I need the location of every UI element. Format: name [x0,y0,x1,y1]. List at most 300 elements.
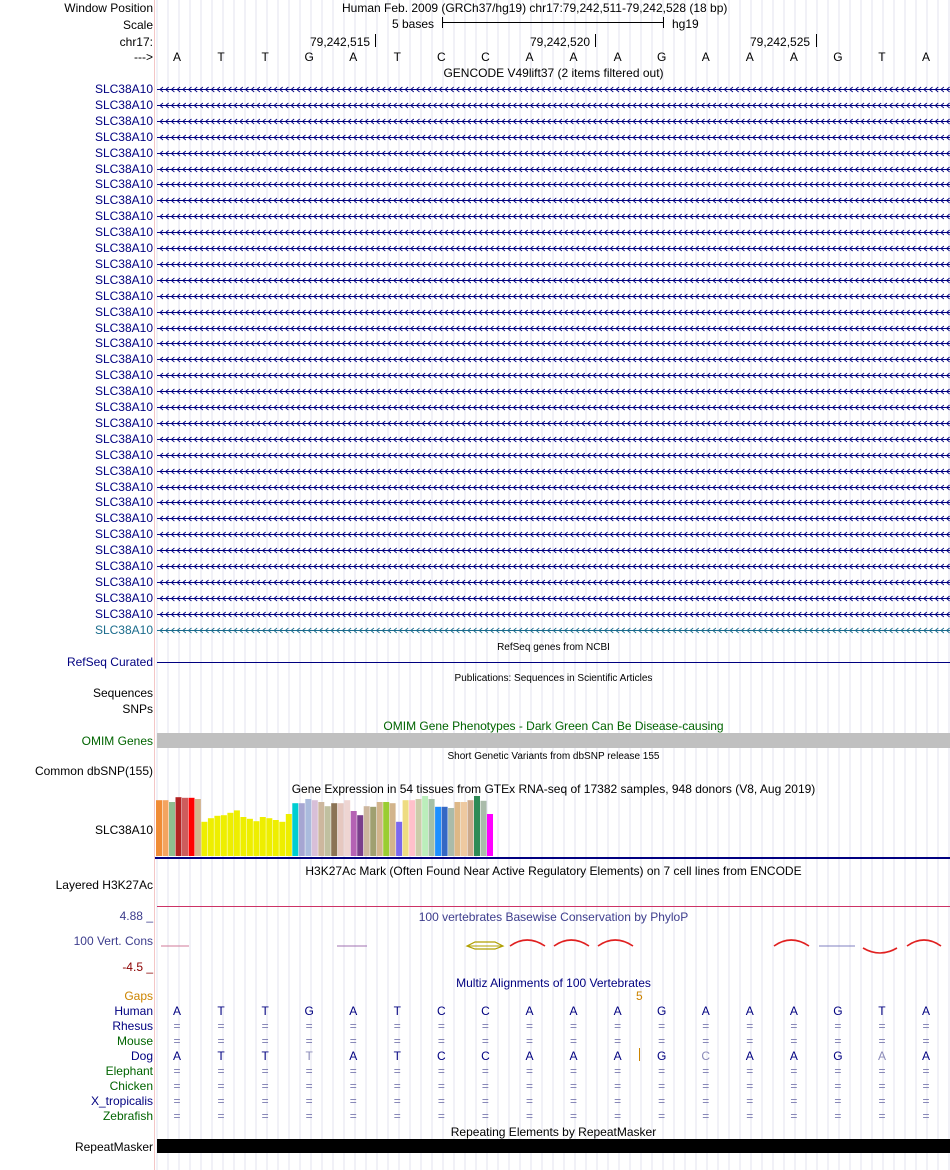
refseq-track-title: RefSeq genes from NCBI [497,642,610,653]
alignment-base: T [261,1049,269,1063]
gencode-gene-label[interactable]: SLC38A10 [94,272,153,287]
alignment-base: = [437,1094,445,1108]
gencode-transcript[interactable] [157,579,950,587]
sequence-base: C [437,50,446,64]
gencode-transcript[interactable] [157,340,950,348]
alignment-base: = [922,1034,930,1048]
gencode-gene-label[interactable]: SLC38A10 [94,320,153,335]
alignment-base: = [746,1079,754,1093]
alignment-base: = [922,1019,930,1033]
gencode-gene-label[interactable]: SLC38A10 [94,479,153,494]
gencode-transcript[interactable] [157,563,950,571]
gtex-tissue-bar[interactable] [357,815,363,856]
gtex-tissue-bar[interactable] [318,802,324,856]
gap-marker [639,1048,640,1061]
alignment-base: = [481,1064,489,1078]
coord-tick-label: 79,242,525 [750,35,811,49]
alignment-base: = [349,1064,357,1078]
gtex-tissue-bar[interactable] [435,807,441,856]
alignment-base: = [878,1019,886,1033]
window-position-label: Window Position [64,1,153,15]
alignment-base: = [437,1064,445,1078]
scale-label: Scale [122,18,153,32]
gap-count: 5 [636,989,643,1003]
alignment-base: A [569,1049,578,1063]
scale-value: 5 bases [392,17,435,31]
alignment-base: = [790,1064,798,1078]
repeatmasker-track-title: Repeating Elements by RepeatMasker [450,1125,657,1139]
alignment-base: = [658,1094,666,1108]
gencode-transcript[interactable] [157,388,950,396]
sequence-base: A [613,50,622,64]
gtex-tissue-bar[interactable] [474,796,480,856]
alignment-base: = [746,1064,754,1078]
alignment-base: = [261,1019,269,1033]
omim-feature-bar[interactable] [157,733,950,748]
alignment-base: A [525,1049,534,1063]
conservation-max-label: 4.88 _ [119,909,153,923]
alignment-base: = [570,1094,578,1108]
alignment-base: = [702,1034,710,1048]
gtex-tissue-bar[interactable] [227,813,233,856]
alignment-base: = [261,1064,269,1078]
alignment-base: = [173,1034,181,1048]
gencode-gene-label[interactable]: SLC38A10 [94,574,153,589]
gtex-tissue-bar[interactable] [370,807,376,856]
gtex-tissue-bar[interactable] [208,818,214,856]
alignment-base: A [701,1004,710,1018]
h3k27ac-signal-line [157,906,950,907]
gencode-transcript[interactable] [157,531,950,539]
alignment-base: = [349,1079,357,1093]
gtex-tissue-bar[interactable] [351,811,357,856]
gencode-transcript[interactable] [157,150,950,158]
gencode-transcript[interactable] [157,404,950,412]
gencode-transcript[interactable] [157,468,950,476]
gtex-tissue-bar[interactable] [286,814,292,856]
repeatmasker-track-label[interactable]: RepeatMasker [74,1140,153,1154]
gencode-transcript[interactable] [157,436,950,444]
gtex-tissue-bar[interactable] [403,800,409,856]
gencode-gene-label[interactable]: SLC38A10 [94,559,153,573]
gtex-tissue-bar[interactable] [292,803,298,856]
alignment-base: A [922,1049,931,1063]
alignment-base: = [481,1019,489,1033]
alignment-base: = [658,1019,666,1033]
alignment-base: T [393,1049,401,1063]
gencode-transcript[interactable] [157,277,950,285]
alignment-base: = [525,1079,533,1093]
alignment-base: = [525,1034,533,1048]
alignment-base: = [922,1094,930,1108]
alignment-base: C [437,1004,446,1018]
gencode-transcript[interactable] [157,484,950,492]
alignment-base: = [922,1079,930,1093]
multiz-species-label[interactable]: Mouse [116,1034,153,1048]
alignment-base: A [525,1004,534,1018]
sequence-base: T [261,50,269,64]
alignment-base: = [834,1109,842,1123]
alignment-base: G [304,1004,314,1018]
gencode-transcript[interactable] [157,245,950,253]
alignment-base: = [305,1019,313,1033]
alignment-base: = [481,1034,489,1048]
alignment-base: = [525,1109,533,1123]
sequence-base: A [922,50,931,64]
gencode-transcript[interactable] [157,420,950,428]
alignment-base: A [745,1004,754,1018]
alignment-base: = [173,1109,181,1123]
alignment-base: A [349,1049,358,1063]
alignment-base: = [305,1094,313,1108]
h3k27ac-track-title: H3K27Ac Mark (Often Found Near Active Regulatory Elements) on 7 cell lines from ENCODE [305,864,802,878]
alignment-base: A [745,1049,754,1063]
sequence-base: C [481,50,490,64]
gtex-tissue-bar[interactable] [468,800,474,856]
gtex-track-title: Gene Expression in 54 tissues from GTEx RNA-seq of 17382 samples, 948 donors (V8, Aug 2019) [291,782,816,796]
alignment-base: = [481,1109,489,1123]
gencode-gene-label[interactable]: SLC38A10 [94,431,153,446]
gencode-transcript[interactable] [157,134,950,142]
alignment-base: = [305,1079,313,1093]
dbsnp-track-title: Short Genetic Variants from dbSNP release 155 [447,751,660,762]
gtex-tissue-bar[interactable] [221,815,227,856]
sequence-base: T [393,50,401,64]
gencode-gene-label[interactable]: SLC38A10 [94,129,153,144]
gencode-gene-label[interactable]: SLC38A10 [94,209,153,224]
gtex-tissue-bar[interactable] [429,799,435,856]
gtex-tissue-bar[interactable] [396,822,402,856]
gtex-tissue-bar[interactable] [409,800,415,856]
coord-tick [816,34,817,47]
alignment-base: T [261,1004,269,1018]
sequence-base: A [745,50,754,64]
alignment-base: C [437,1049,446,1063]
alignment-base: A [172,1004,181,1018]
gencode-transcript[interactable] [157,118,950,126]
alignment-base: = [393,1094,401,1108]
gencode-gene-label[interactable]: SLC38A10 [94,241,153,255]
gencode-gene-label[interactable]: SLC38A10 [94,463,153,478]
alignment-base: = [393,1034,401,1048]
alignment-base: = [834,1019,842,1033]
alignment-base: = [746,1034,754,1048]
alignment-base: = [834,1094,842,1108]
gencode-transcript[interactable] [157,595,950,603]
gtex-tissue-bar[interactable] [344,800,350,856]
alignment-base: = [614,1019,622,1033]
alignment-base: A [349,1004,358,1018]
alignment-base: = [878,1064,886,1078]
alignment-base: = [702,1079,710,1093]
gencode-transcript[interactable] [157,166,950,174]
coord-tick-label: 79,242,515 [310,35,371,49]
multiz-species-label[interactable]: Elephant [105,1064,153,1078]
alignment-base: = [305,1034,313,1048]
gencode-gene-label[interactable]: SLC38A10 [94,352,153,367]
multiz-species-label[interactable]: Chicken [109,1079,153,1093]
gtex-tissue-bar[interactable] [182,798,188,856]
gencode-transcript[interactable] [157,547,950,555]
multiz-species-label[interactable]: Rhesus [112,1019,153,1033]
gencode-transcript[interactable] [157,213,950,221]
h3k27ac-track-label[interactable]: Layered H3K27Ac [55,878,153,892]
alignment-base: = [437,1079,445,1093]
gtex-tissue-bar[interactable] [273,820,279,856]
gtex-tissue-bar[interactable] [325,806,331,856]
gencode-gene-label[interactable]: SLC38A10 [94,336,153,351]
gencode-transcript[interactable] [157,86,950,94]
alignment-base: = [878,1109,886,1123]
gencode-gene-label[interactable]: SLC38A10 [94,113,153,128]
gencode-gene-label[interactable]: SLC38A10 [94,543,153,558]
gtex-tissue-bar[interactable] [156,800,162,856]
gencode-gene-label[interactable]: SLC38A10 [94,256,153,271]
alignment-base: = [570,1019,578,1033]
alignment-base: = [878,1034,886,1048]
gencode-gene-label[interactable]: SLC38A10 [94,527,153,542]
gencode-transcript[interactable] [157,229,950,237]
alignment-base: A [569,1004,578,1018]
alignment-base: G [656,1004,667,1018]
gencode-transcript[interactable] [157,372,950,380]
alignment-base: = [349,1109,357,1123]
gtex-tissue-bar[interactable] [163,800,169,856]
gencode-transcript[interactable] [157,515,950,523]
gencode-gene-label[interactable]: SLC38A10 [94,225,153,240]
alignment-base: = [173,1019,181,1033]
alignment-base: = [746,1019,754,1033]
gtex-tissue-bar[interactable] [416,799,422,856]
gtex-tissue-bar[interactable] [305,799,311,856]
sequence-base: A [701,50,710,64]
strand-label: ---> [134,50,153,64]
alignment-base: = [658,1064,666,1078]
alignment-base: C [701,1049,711,1063]
gencode-gene-label[interactable]: SLC38A10 [94,177,153,192]
alignment-base: = [525,1064,533,1078]
alignment-base: = [217,1019,225,1033]
gtex-tissue-bar[interactable] [189,798,195,856]
gencode-gene-label[interactable]: SLC38A10 [94,495,153,510]
alignment-base: = [481,1094,489,1108]
dbsnp-track-label[interactable]: Common dbSNP(155) [34,764,153,778]
alignment-base: A [922,1004,931,1018]
multiz-species-label[interactable]: X_tropicalis [90,1094,153,1108]
alignment-base: = [878,1079,886,1093]
alignment-base: = [790,1109,798,1123]
alignment-base: = [614,1094,622,1108]
scale-assembly: hg19 [672,17,699,31]
gtex-tissue-bar[interactable] [260,817,266,856]
alignment-base: = [393,1064,401,1078]
gencode-transcript[interactable] [157,197,950,205]
gtex-tissue-bar[interactable] [195,799,201,856]
gtex-tissue-bar[interactable] [331,803,337,856]
gencode-transcript[interactable] [157,293,950,301]
alignment-base: G [833,1004,843,1018]
gencode-transcript[interactable] [157,452,950,460]
gtex-tissue-bar[interactable] [377,802,383,856]
alignment-base: A [172,1049,181,1063]
gencode-gene-label[interactable]: SLC38A10 [94,400,153,414]
gtex-tissue-bar[interactable] [422,796,428,856]
gencode-gene-label[interactable]: SLC38A10 [94,622,153,637]
alignment-base: = [790,1034,798,1048]
coord-tick [375,34,376,47]
alignment-base: = [790,1079,798,1093]
gtex-tissue-bar[interactable] [312,800,318,856]
conservation-track-label[interactable]: 100 Vert. Cons [73,934,153,948]
gencode-gene-label[interactable]: SLC38A10 [94,368,153,383]
alignment-base: = [570,1034,578,1048]
gtex-tissue-bar[interactable] [299,803,305,856]
alignment-base: = [702,1109,710,1123]
gencode-transcript[interactable] [157,499,950,507]
sequence-base: A [525,50,534,64]
gencode-transcript[interactable] [157,627,950,635]
gencode-transcript[interactable] [157,325,950,333]
gencode-transcript[interactable] [157,181,950,189]
gtex-tissue-bar[interactable] [448,808,454,856]
gencode-gene-label[interactable]: SLC38A10 [94,384,153,399]
alignment-base: = [305,1064,313,1078]
gtex-bar-chart[interactable] [155,796,950,860]
chrom-label: chr17: [119,35,153,49]
alignment-base: = [570,1079,578,1093]
snps-track-label[interactable]: SNPs [122,702,153,716]
alignment-base: = [702,1094,710,1108]
alignment-base: = [834,1034,842,1048]
gencode-gene-label[interactable]: SLC38A10 [94,288,153,303]
gtex-tissue-bar[interactable] [176,797,182,856]
alignment-base: = [525,1094,533,1108]
gtex-tissue-bar[interactable] [240,817,246,856]
alignment-base: = [570,1109,578,1123]
gtex-track-label[interactable]: SLC38A10 [94,823,153,837]
alignment-base: = [305,1109,313,1123]
gencode-gene-label[interactable]: SLC38A10 [94,590,153,605]
alignment-base: = [349,1094,357,1108]
alignment-base: = [349,1019,357,1033]
refseq-track-label[interactable]: RefSeq Curated [66,655,153,669]
refseq-gene-line[interactable] [157,662,950,663]
alignment-base: = [702,1064,710,1078]
gencode-transcript[interactable] [157,102,950,110]
gtex-tissue-bar[interactable] [169,802,175,856]
coord-tick-label: 79,242,520 [530,35,591,49]
alignment-base: T [217,1049,225,1063]
gtex-tissue-bar[interactable] [247,819,253,856]
gencode-transcript[interactable] [157,309,950,317]
gtex-tissue-bar[interactable] [442,807,448,856]
gtex-tissue-bar[interactable] [279,822,285,856]
alignment-base: = [790,1019,798,1033]
multiz-species-label[interactable]: Human [114,1004,153,1018]
gtex-tissue-bar[interactable] [481,801,487,856]
alignment-base: T [393,1004,401,1018]
sequence-base: T [217,50,225,64]
alignment-base: = [834,1064,842,1078]
gencode-gene-label[interactable]: SLC38A10 [94,97,153,112]
alignment-base: = [746,1109,754,1123]
gencode-gene-label[interactable]: SLC38A10 [94,304,153,319]
conservation-plot[interactable] [155,936,950,956]
label-column-divider [154,0,155,1170]
alignment-base: = [481,1079,489,1093]
gencode-gene-label[interactable]: SLC38A10 [94,82,153,96]
publications-track-label[interactable]: Sequences [92,686,153,700]
gtex-tissue-bar[interactable] [214,816,220,856]
alignment-base: = [393,1019,401,1033]
alignment-base: A [789,1004,798,1018]
alignment-base: = [658,1034,666,1048]
gaps-label: Gaps [124,989,153,1003]
gtex-tissue-bar[interactable] [461,802,467,856]
gencode-gene-label[interactable]: SLC38A10 [94,415,153,430]
window-position-value: Human Feb. 2009 (GRCh37/hg19) chr17:79,242,511-79,242,528 (18 bp) [342,1,728,15]
alignment-base: = [746,1094,754,1108]
alignment-base: = [834,1079,842,1093]
alignment-base: G [833,1049,843,1063]
gencode-gene-label[interactable]: SLC38A10 [94,161,153,176]
alignment-base: = [437,1034,445,1048]
gtex-tissue-bar[interactable] [383,802,389,856]
alignment-base: = [702,1019,710,1033]
gtex-tissue-bar[interactable] [364,806,370,856]
alignment-base: = [614,1064,622,1078]
gtex-tissue-bar[interactable] [253,821,259,856]
gencode-gene-label[interactable]: SLC38A10 [94,511,153,526]
alignment-base: = [437,1109,445,1123]
gencode-transcript[interactable] [157,611,950,619]
alignment-base: A [789,1049,798,1063]
alignment-base: = [570,1064,578,1078]
sequence-base: A [789,50,798,64]
gencode-transcript[interactable] [157,261,950,269]
gencode-transcript[interactable] [157,356,950,364]
alignment-base: = [217,1064,225,1078]
gencode-gene-label[interactable]: SLC38A10 [94,193,153,208]
alignment-base: = [217,1109,225,1123]
conservation-track-title: 100 vertebrates Basewise Conservation by PhyloP [418,910,689,924]
repeatmasker-element[interactable] [157,1139,950,1153]
gtex-tissue-bar[interactable] [201,822,207,856]
gtex-tissue-bar[interactable] [487,814,493,856]
alignment-base: T [305,1049,313,1063]
alignment-base: C [481,1049,490,1063]
gencode-gene-label[interactable]: SLC38A10 [94,145,153,160]
scale-bar [442,17,664,28]
publications-track-title: Publications: Sequences in Scientific Articles [454,673,653,684]
sequence-base: A [172,50,181,64]
alignment-base: G [656,1049,667,1063]
alignment-base: = [878,1094,886,1108]
gencode-gene-label[interactable]: SLC38A10 [94,447,153,462]
gtex-tissue-bar[interactable] [390,803,396,856]
omim-track-label[interactable]: OMIM Genes [81,734,153,748]
gtex-tissue-bar[interactable] [266,818,272,856]
multiz-species-label[interactable]: Zebrafish [102,1109,153,1123]
alignment-base: = [614,1079,622,1093]
gtex-tissue-bar[interactable] [234,810,240,856]
gencode-gene-label[interactable]: SLC38A10 [94,606,153,621]
multiz-species-label[interactable]: Dog [130,1049,153,1063]
gtex-tissue-bar[interactable] [455,802,461,856]
conservation-min-label: -4.5 _ [122,960,153,974]
gtex-tissue-bar[interactable] [338,803,344,856]
alignment-base: = [437,1019,445,1033]
